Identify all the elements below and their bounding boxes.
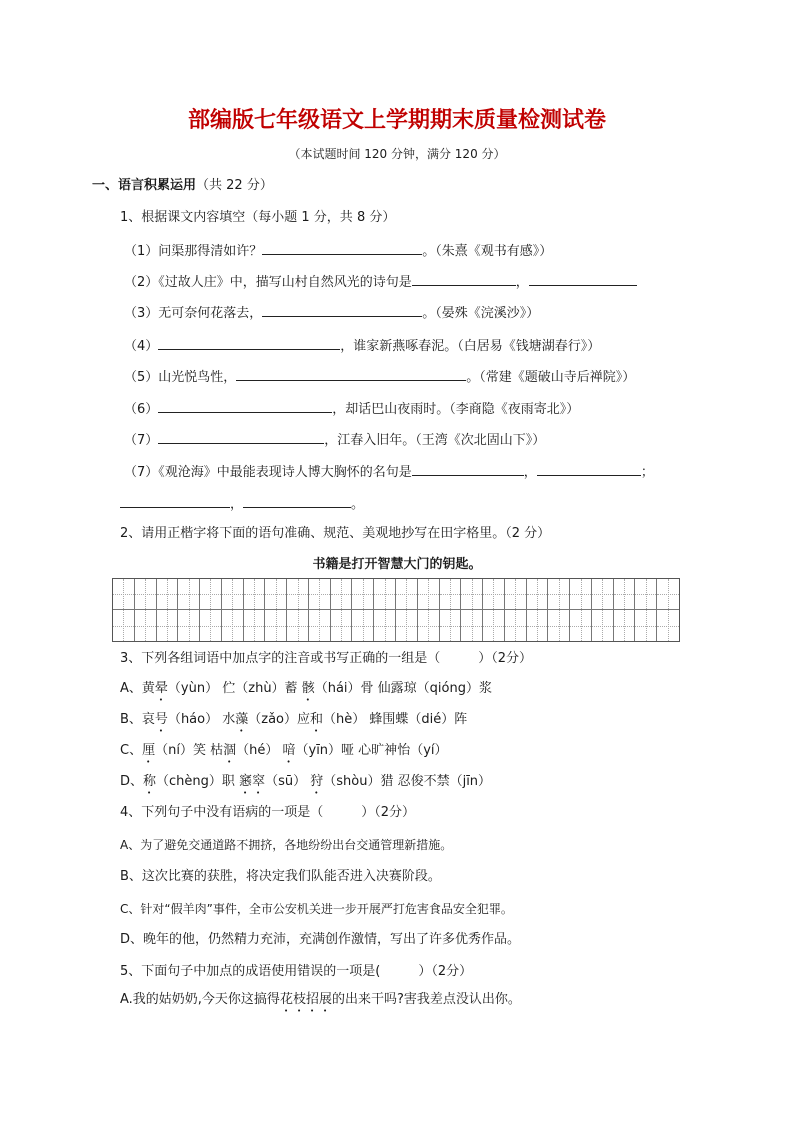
option-text: （hè） 蜂围	[323, 712, 396, 727]
q1-item-1	[124, 240, 552, 261]
option-text: （zǎo）应	[248, 712, 311, 727]
answer-blank[interactable]	[158, 335, 340, 350]
grid-cell[interactable]	[592, 579, 614, 610]
section1-title: 一、语言积累运用	[92, 178, 197, 193]
q4-option-d[interactable]: D、晚年的他，仍然精力充沛，充满创作激情，写出了许多优秀作品。	[120, 932, 521, 947]
grid-cell[interactable]	[635, 610, 657, 641]
answer-blank[interactable]	[412, 461, 524, 476]
option-text: （ní）笑	[155, 743, 211, 758]
option-text: A、黄	[120, 681, 155, 696]
grid-cell[interactable]	[657, 579, 679, 610]
grid-cell[interactable]	[135, 579, 157, 610]
grid-cell[interactable]	[635, 579, 657, 610]
q1-item-4	[124, 335, 600, 356]
grid-cell[interactable]	[527, 610, 549, 641]
grid-cell[interactable]	[331, 579, 353, 610]
answer-blank[interactable]	[120, 493, 230, 508]
answer-blank[interactable]	[158, 398, 332, 413]
grid-cell[interactable]	[135, 610, 157, 641]
option-text: 伫	[218, 681, 236, 696]
answer-blank[interactable]	[236, 366, 466, 381]
item-text: ，却话巴山夜雨时。（李商隐《夜雨寄北》）	[332, 402, 580, 417]
option-text: 的出来干吗?害我差点没认出你。	[331, 992, 521, 1007]
grid-cell[interactable]	[178, 579, 200, 610]
item-number: （2）	[124, 275, 159, 290]
grid-cell[interactable]	[657, 610, 679, 641]
option-text: 枯	[210, 743, 224, 758]
page-subtitle: （本试题时间 120 分钟，满分 120 分）	[288, 147, 506, 161]
q5-option-a[interactable]	[120, 991, 521, 1015]
q3-option-c[interactable]	[120, 742, 448, 766]
q4-stem	[120, 804, 415, 822]
item-text: 。	[351, 497, 365, 512]
grid-cell[interactable]	[374, 610, 396, 641]
answer-blank[interactable]	[262, 240, 422, 255]
grid-cell[interactable]	[440, 610, 462, 641]
tianzi-grid[interactable]	[112, 578, 680, 642]
grid-cell[interactable]	[200, 610, 222, 641]
item-number: （6）	[124, 402, 159, 417]
q1-item-3	[124, 302, 539, 323]
grid-cell[interactable]	[265, 610, 287, 641]
dotted-char: 窸窣	[239, 774, 266, 789]
dotted-char: 骸	[301, 681, 315, 696]
item-text: 无可奈何花落去，	[158, 306, 263, 321]
grid-cell[interactable]	[113, 579, 135, 610]
answer-blank[interactable]	[537, 461, 641, 476]
q4-option-a[interactable]: A、为了避免交通道路不拥挤，各地纷纷出台交通管理新措施。	[120, 838, 453, 852]
item-number: （5）	[124, 370, 159, 385]
q3-stem	[120, 650, 532, 668]
grid-cell[interactable]	[157, 579, 179, 610]
option-text: D、	[120, 774, 144, 789]
item-text: 。（常建《题破山寺后禅院》）	[466, 370, 636, 385]
grid-cell[interactable]	[309, 610, 331, 641]
item-number: （3）	[124, 306, 159, 321]
grid-cell[interactable]	[527, 579, 549, 610]
item-number: （1）	[124, 244, 159, 259]
grid-cell[interactable]	[461, 579, 483, 610]
grid-cell[interactable]	[200, 579, 222, 610]
dotted-char: 藻	[235, 712, 249, 727]
answer-blank[interactable]	[243, 493, 351, 508]
grid-cell[interactable]	[331, 610, 353, 641]
grid-cell[interactable]	[244, 610, 266, 641]
answer-blank[interactable]	[529, 271, 637, 286]
grid-cell[interactable]	[352, 610, 374, 641]
grid-cell[interactable]	[548, 579, 570, 610]
grid-cell[interactable]	[614, 579, 636, 610]
option-text: （yùn）	[167, 681, 219, 696]
option-text: （sū）	[265, 774, 311, 789]
q1-item-6	[124, 398, 579, 419]
option-text: A.我的姑奶奶,今天你这搞得	[120, 992, 280, 1007]
grid-cell[interactable]	[222, 610, 244, 641]
dotted-char: 晕	[154, 681, 168, 696]
option-text: （háo）	[167, 712, 219, 727]
option-text: 禁（jīn）	[436, 774, 492, 789]
dotted-char: 喑	[282, 743, 296, 758]
grid-cell[interactable]	[440, 579, 462, 610]
q1-item-8	[124, 461, 654, 482]
answer-blank[interactable]	[158, 429, 324, 444]
grid-cell[interactable]	[374, 579, 396, 610]
q1-item-7	[124, 429, 545, 450]
grid-cell[interactable]	[309, 579, 331, 610]
dotted-char: 狩	[310, 774, 324, 789]
grid-cell[interactable]	[352, 579, 374, 610]
q2-stem: 2、请用正楷字将下面的语句准确、规范、美观地抄写在田字格里。（2 分）	[120, 526, 551, 541]
question-text: 4、下列句子中没有语病的一项是（	[120, 805, 324, 820]
dotted-char: 号	[154, 712, 168, 727]
grid-cell[interactable]	[461, 610, 483, 641]
grid-cell[interactable]	[222, 579, 244, 610]
q1-item-5	[124, 366, 635, 387]
grid-cell[interactable]	[265, 579, 287, 610]
q1-stem: 1、根据课文内容填空（每小题 1 分，共 8 分）	[120, 210, 396, 225]
question-text: ）（2分）	[418, 964, 473, 979]
grid-cell[interactable]	[614, 610, 636, 641]
option-text: （hái）骨 仙露琼	[314, 681, 417, 696]
grid-cell[interactable]	[505, 610, 527, 641]
item-number: （4）	[124, 339, 159, 354]
option-text: （chèng）职	[156, 774, 240, 789]
question-text: ）（2分）	[478, 651, 533, 666]
item-text: 《过故人庄》中，描写山村自然风光的诗句是	[158, 275, 412, 290]
grid-cell[interactable]	[570, 579, 592, 610]
grid-cell[interactable]	[418, 579, 440, 610]
grid-cell[interactable]	[570, 610, 592, 641]
grid-cell[interactable]	[178, 610, 200, 641]
question-text: ）（2分）	[361, 805, 416, 820]
grid-cell[interactable]	[505, 579, 527, 610]
item-text: ，	[523, 465, 537, 480]
option-text: C、	[120, 743, 143, 758]
grid-cell[interactable]	[592, 610, 614, 641]
q1-item-2	[124, 271, 637, 292]
item-text: ，	[230, 497, 244, 512]
grid-cell[interactable]	[483, 579, 505, 610]
item-text: ，	[515, 275, 529, 290]
item-text: ，谁家新燕啄春泥。（白居易《钱塘湖春行》）	[340, 339, 601, 354]
grid-cell[interactable]	[548, 610, 570, 641]
option-text: （zhù）蓄	[235, 681, 302, 696]
q1-item-8-continued	[120, 493, 364, 514]
item-text: 问渠那得清如许？	[158, 244, 263, 259]
grid-cell[interactable]	[418, 610, 440, 641]
item-text: 。（晏殊《浣溪沙》）	[422, 306, 540, 321]
q2-sentence: 书籍是打开智慧大门的钥匙。	[312, 557, 482, 572]
item-number: （7）	[124, 433, 159, 448]
q4-option-c[interactable]: C、针对“假羊肉”事件，全市公安机关进一步开展严打危害食品安全犯罪。	[120, 902, 513, 916]
grid-cell[interactable]	[113, 610, 135, 641]
q3-option-d[interactable]	[120, 773, 491, 797]
page-title: 部编版七年级语文上学期期末质量检测试卷	[187, 107, 606, 133]
grid-cell[interactable]	[287, 579, 309, 610]
option-text: 蝶（dié）阵	[395, 712, 468, 727]
grid-cell[interactable]	[244, 579, 266, 610]
option-text: （hé）	[236, 743, 283, 758]
option-text: B、哀	[120, 712, 155, 727]
q4-option-b[interactable]: B、这次比赛的获胜，将决定我们队能否进入决赛阶段。	[120, 869, 441, 884]
question-text: 3、下列各组词语中加点字的注音或书写正确的一组是（	[120, 651, 441, 666]
section1-points: （共 22 分）	[196, 178, 273, 193]
dotted-char: 称	[143, 774, 157, 789]
item-text: ；	[640, 465, 654, 480]
question-text: 5、下面句子中加点的成语使用错误的一项是(	[120, 964, 381, 979]
section1-heading	[92, 177, 273, 195]
answer-blank[interactable]	[412, 271, 516, 286]
item-text: ，江春入旧年。（王湾《次北固山下》）	[324, 433, 546, 448]
answer-blank[interactable]	[262, 302, 422, 317]
grid-cell[interactable]	[396, 579, 418, 610]
dotted-idiom: 花枝招展	[279, 992, 332, 1007]
grid-cell[interactable]	[287, 610, 309, 641]
dotted-char: 涸	[223, 743, 237, 758]
dotted-char: 厘	[142, 743, 156, 758]
option-text: （qióng）浆	[416, 681, 492, 696]
grid-cell[interactable]	[483, 610, 505, 641]
option-text: （yīn）哑 心旷神	[295, 743, 398, 758]
q3-option-a[interactable]	[120, 680, 492, 704]
item-text: 山光悦鸟性，	[158, 370, 237, 385]
q3-option-b[interactable]	[120, 711, 467, 735]
option-text: （shòu）猎 忍俊不	[323, 774, 437, 789]
option-text: 水	[218, 712, 236, 727]
option-text: 怡（yí）	[397, 743, 448, 758]
item-text: 。（朱熹《观书有感》）	[422, 244, 553, 259]
item-number: （7）	[124, 465, 159, 480]
item-text: 《观沧海》中最能表现诗人博大胸怀的名句是	[158, 465, 412, 480]
grid-cell[interactable]	[396, 610, 418, 641]
dotted-char: 和	[310, 712, 324, 727]
q5-stem	[120, 963, 472, 981]
grid-cell[interactable]	[157, 610, 179, 641]
